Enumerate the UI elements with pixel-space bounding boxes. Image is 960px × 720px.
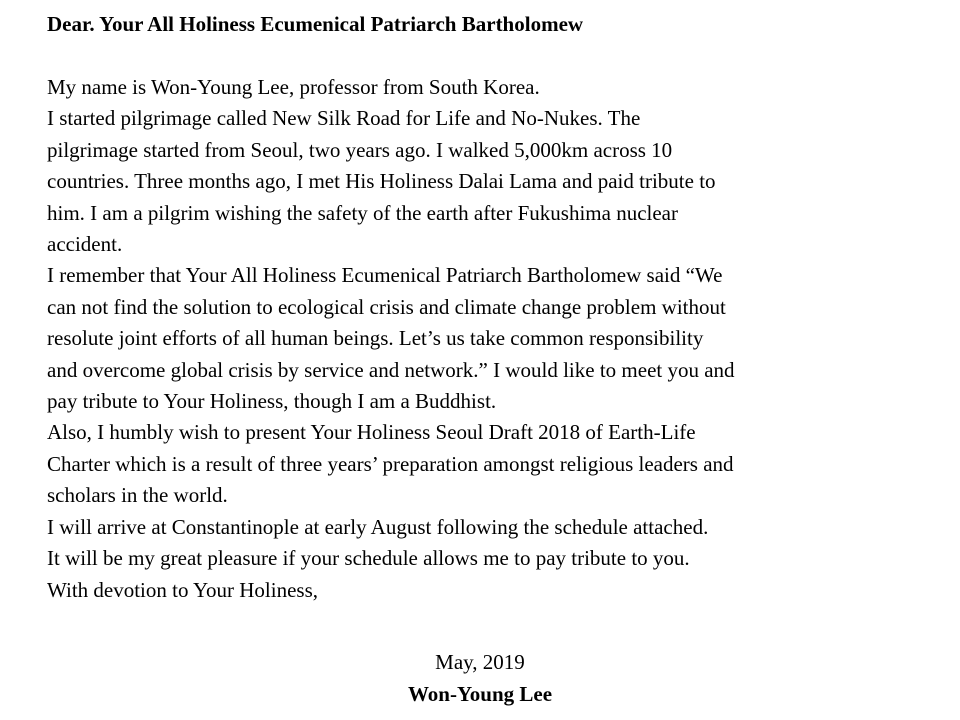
letter-line: I started pilgrimage called New Silk Road for Life and No-Nukes. The xyxy=(47,106,641,131)
letter-signature: Won-Young Lee xyxy=(407,682,553,706)
letter-line: pilgrimage started from Seoul, two years ago. I walked 5,000km across 10 xyxy=(47,137,673,162)
letter-line: Charter which is a result of three years’ preparation amongst religious leaders and xyxy=(47,451,734,476)
letter-line: scholars in the world. xyxy=(47,483,228,508)
letter-line: pay tribute to Your Holiness, though I am a Buddhist. xyxy=(47,389,497,414)
letter-line: countries. Three months ago, I met His Holiness Dalai Lama and paid tribute to xyxy=(47,169,716,194)
letter-line: Also, I humbly wish to present Your Holiness Seoul Draft 2018 of Earth-Life xyxy=(47,420,696,445)
letter-date: May, 2019 xyxy=(435,650,525,674)
letter-salutation: Dear. Your All Holiness Ecumenical Patriarch Bartholomew xyxy=(47,12,584,36)
letter-line: It will be my great pleasure if your schedule allows me to pay tribute to you. xyxy=(47,546,690,571)
letter-line: can not find the solution to ecological crisis and climate change problem without xyxy=(47,294,726,319)
letter-line: accident. xyxy=(47,232,123,257)
letter-line: resolute joint efforts of all human beings. Let’s us take common responsibility xyxy=(47,326,704,351)
letter-line: With devotion to Your Holiness, xyxy=(47,577,319,602)
letter-line: I will arrive at Constantinople at early August following the schedule attached. xyxy=(47,514,709,539)
letter-line: him. I am a pilgrim wishing the safety of the earth after Fukushima nuclear xyxy=(47,200,678,225)
letter-line: and overcome global crisis by service and network.” I would like to meet you and xyxy=(47,357,735,382)
letter-line: My name is Won-Young Lee, professor from South Korea. xyxy=(47,75,540,99)
letter-body xyxy=(47,72,937,606)
letter-line: I remember that Your All Holiness Ecumenical Patriarch Bartholomew said “We xyxy=(47,263,723,288)
